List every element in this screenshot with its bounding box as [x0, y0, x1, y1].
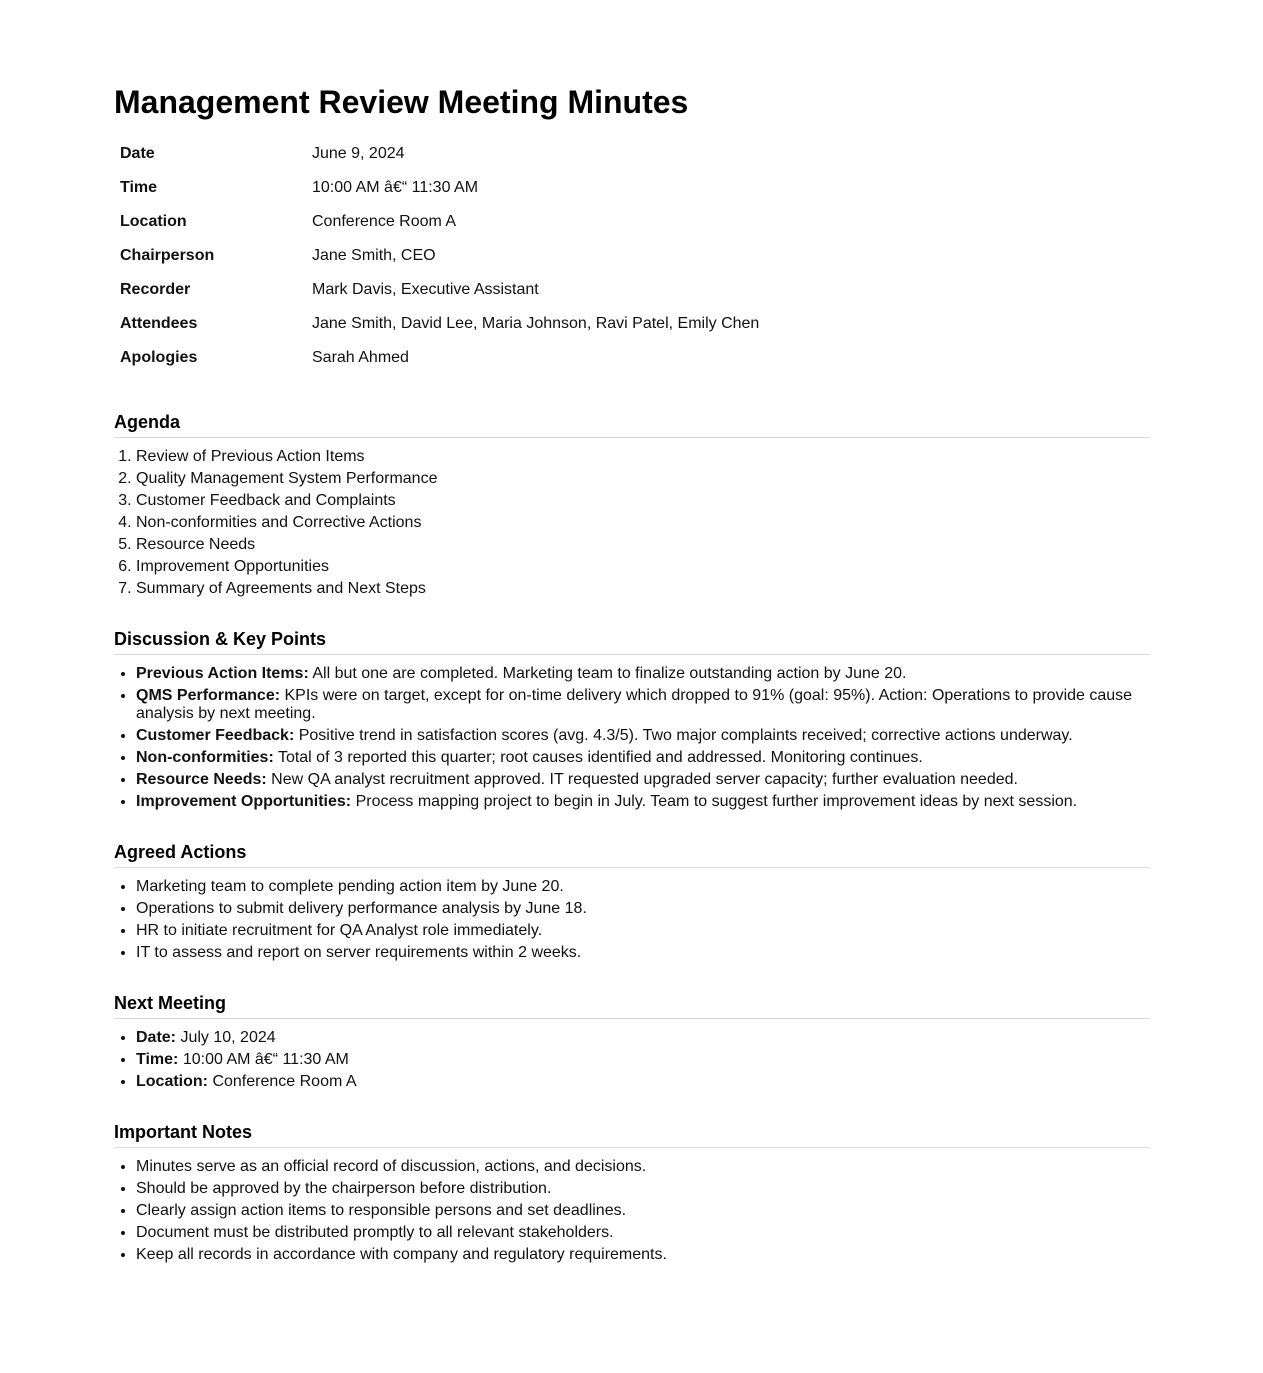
item-text: Process mapping project to begin in July. Team to suggest further improvement ideas by next session.	[351, 793, 1078, 810]
item-label: Date:	[136, 1029, 177, 1046]
list-item: • Should be approved by the chairperson before distribution.	[136, 1180, 1150, 1198]
meeting-details-table	[114, 137, 759, 375]
list-item: • Minutes serve as an official record of discussion, actions, and decisions.	[136, 1158, 1150, 1176]
section-heading: Important Notes	[114, 1121, 1150, 1148]
item-label: Time:	[136, 1051, 179, 1068]
list-item: • Keep all records in accordance with company and regulatory requirements.	[136, 1246, 1150, 1264]
table-row	[114, 205, 759, 239]
list-item	[136, 1029, 1150, 1047]
agreed-actions-section	[114, 841, 1150, 962]
table-row	[114, 273, 759, 307]
item-text: Positive trend in satisfaction scores (avg. 4.3/5). Two major complaints received; corrective actions underway.	[294, 727, 1073, 744]
item-label: Location:	[136, 1073, 208, 1090]
table-row	[114, 307, 759, 341]
list-item: • Operations to submit delivery performance analysis by June 18.	[136, 900, 1150, 918]
item-text: Total of 3 reported this quarter; root causes identified and addressed. Monitoring continues.	[273, 749, 923, 766]
list-item	[136, 665, 1150, 683]
item-text: All but one are completed. Marketing team to finalize outstanding action by June 20.	[308, 665, 907, 682]
list-item: • IT to assess and report on server requirements within 2 weeks.	[136, 944, 1150, 962]
list-item	[136, 687, 1150, 723]
agenda-list	[114, 448, 1150, 598]
item-label: QMS Performance:	[136, 687, 281, 704]
list-item	[136, 1051, 1150, 1069]
list-item: 1. Review of Previous Action Items	[136, 448, 1150, 466]
list-item: 6. Improvement Opportunities	[136, 558, 1150, 576]
item-text: New QA analyst recruitment approved. IT requested upgraded server capacity; further evaluation needed.	[266, 771, 1018, 788]
detail-label: Attendees	[120, 315, 198, 332]
discussion-section	[114, 628, 1150, 811]
detail-label: Location	[120, 213, 187, 230]
document-page	[114, 0, 1150, 1264]
list-item: 3. Customer Feedback and Complaints	[136, 492, 1150, 510]
item-label: Customer Feedback:	[136, 727, 295, 744]
section-heading: Agenda	[114, 411, 1150, 438]
page-title: Management Review Meeting Minutes	[114, 84, 689, 120]
section-heading: Next Meeting	[114, 992, 1150, 1019]
list-item: • Document must be distributed promptly to all relevant stakeholders.	[136, 1224, 1150, 1242]
table-row	[114, 171, 759, 205]
list-item: • Clearly assign action items to responsible persons and set deadlines.	[136, 1202, 1150, 1220]
detail-value: Jane Smith, David Lee, Maria Johnson, Ravi Patel, Emily Chen	[312, 315, 760, 332]
list-item: • Marketing team to complete pending action item by June 20.	[136, 878, 1150, 896]
important-notes-section	[114, 1121, 1150, 1264]
list-item	[136, 771, 1150, 789]
list-item	[136, 1073, 1150, 1091]
next-meeting-list	[114, 1029, 1150, 1091]
item-text: Conference Room A	[208, 1073, 357, 1090]
detail-value: Mark Davis, Executive Assistant	[312, 281, 539, 298]
list-item: 4. Non-conformities and Corrective Actions	[136, 514, 1150, 532]
item-text: KPIs were on target, except for on-time delivery which dropped to 91% (goal: 95%). Action: Operations to provide cause analysis by next meeting.	[136, 687, 1133, 722]
item-label: Previous Action Items:	[136, 665, 309, 682]
list-item: 2. Quality Management System Performance	[136, 470, 1150, 488]
table-row	[114, 341, 759, 375]
detail-label: Time	[120, 179, 158, 196]
item-text: July 10, 2024	[176, 1029, 276, 1046]
item-text: 10:00 AM â€“ 11:30 AM	[178, 1051, 349, 1068]
notes-list	[114, 1158, 1150, 1264]
detail-label: Chairperson	[120, 247, 215, 264]
table-row	[114, 239, 759, 273]
detail-value: 10:00 AM â€“ 11:30 AM	[312, 179, 479, 196]
agenda-section	[114, 411, 1150, 598]
list-item	[136, 749, 1150, 767]
section-heading: Agreed Actions	[114, 841, 1150, 868]
detail-value: Conference Room A	[312, 213, 457, 230]
item-label: Improvement Opportunities:	[136, 793, 352, 810]
item-label: Non-conformities:	[136, 749, 274, 766]
list-item	[136, 727, 1150, 745]
list-item: 5. Resource Needs	[136, 536, 1150, 554]
detail-value: Sarah Ahmed	[312, 349, 409, 366]
detail-label: Apologies	[120, 349, 198, 366]
detail-value: June 9, 2024	[312, 145, 405, 162]
detail-label: Date	[120, 145, 155, 162]
next-meeting-section	[114, 992, 1150, 1091]
discussion-list	[114, 665, 1150, 811]
actions-list	[114, 878, 1150, 962]
list-item: • HR to initiate recruitment for QA Analyst role immediately.	[136, 922, 1150, 940]
detail-label: Recorder	[120, 281, 191, 298]
list-item	[136, 793, 1150, 811]
section-heading: Discussion & Key Points	[114, 628, 1150, 655]
detail-value: Jane Smith, CEO	[312, 247, 436, 264]
list-item: 7. Summary of Agreements and Next Steps	[136, 580, 1150, 598]
table-row	[114, 137, 759, 171]
item-label: Resource Needs:	[136, 771, 267, 788]
